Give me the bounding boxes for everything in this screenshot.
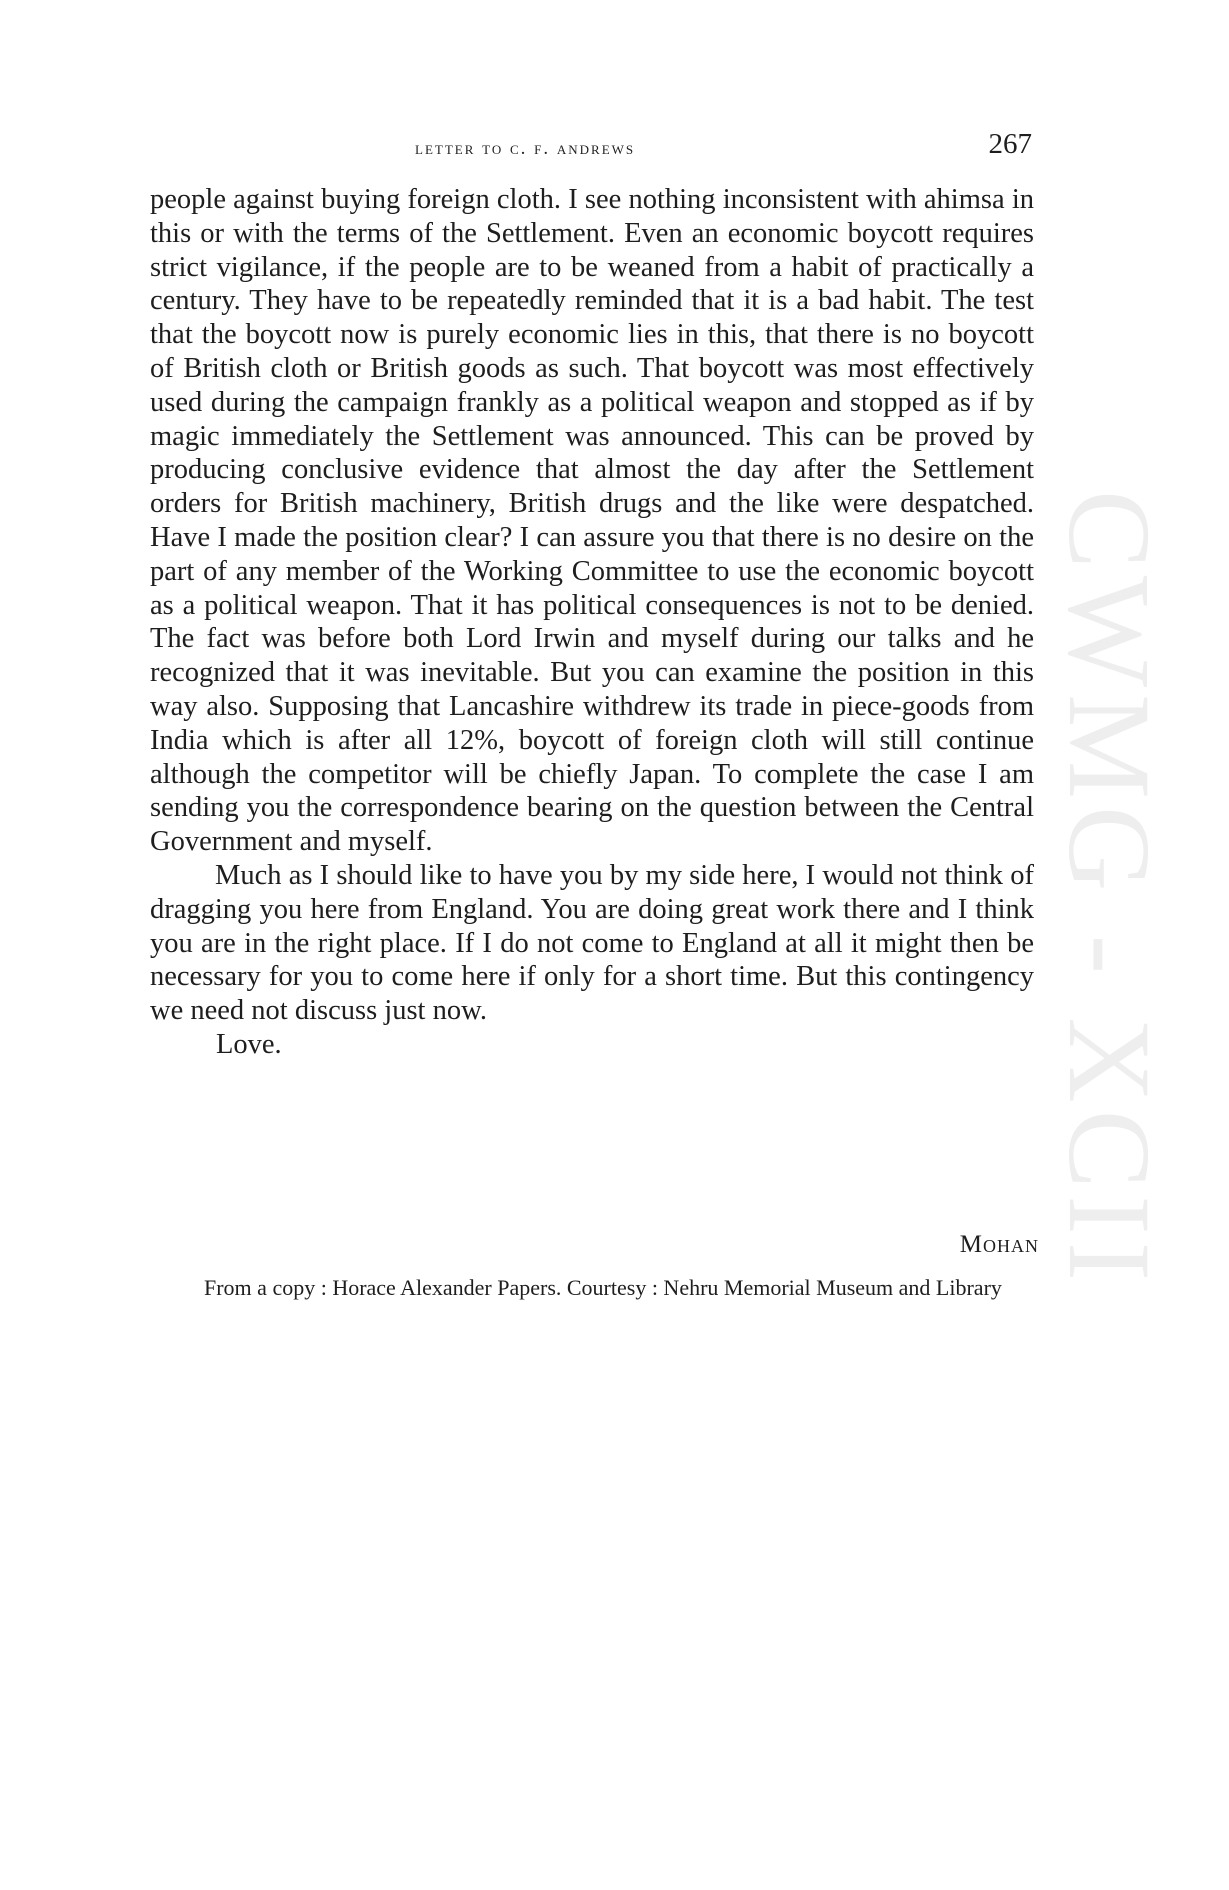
watermark [1044,490,1175,1420]
running-head: letter to c. f. andrews [415,138,636,159]
watermark-text: CWMG - XCII [1044,490,1175,1289]
page-number: 267 [988,128,1032,160]
page-header [150,128,1032,168]
paragraph: people against buying foreign cloth. I see nothing inconsistent with ahimsa in this or with the terms of the Settlement. Even an economic boycott requires strict vigilance, if the people are to be weaned from a habit of practically a century. They have to be repeatedly reminded that it is a bad habit. The test that the boycott now is purely economic lies in this, that there is no boycott of British cloth or British goods as such. That boycott was most effectively used during the campaign frankly as a political weapon and stopped as if by magic immediately the Settlement was announced. This can be proved by producing conclusive evidence that almost the day after the Settlement orders for British machinery, British drugs and the like were despatched. Have I made the position clear? I can assure you that there is no desire on the part of any member of the Working Committee to use the economic boycott as a political weapon. That it has political consequences is not to be denied. The fact was before both Lord Irwin and myself during our talks and he recognized that it was inevitable. But you can examine the position in this way also. Supposing that Lancashire withdrew its trade in piece-goods from India which is after all 12%, boycott of foreign cloth will still continue although the competitor will be chiefly Japan. To complete the case I am sending you the correspondence bearing on the question between the Central Government and myself. [150,184,1034,858]
paragraph: Much as I should like to have you by my side here, I would not think of dragging you here from England. You are doing great work there and I think you are in the right place. If I do not come to England at all it might then be necessary for you to come here if only for a short time. But this contingency we need not discuss just now. [150,859,1034,1027]
closing-line: Love. [216,1028,282,1060]
source-note: From a copy : Horace Alexander Papers. Courtesy : Nehru Memorial Museum and Library [204,1275,1002,1300]
letter-body [150,183,1034,1062]
signature: Mohan [959,1231,1039,1258]
